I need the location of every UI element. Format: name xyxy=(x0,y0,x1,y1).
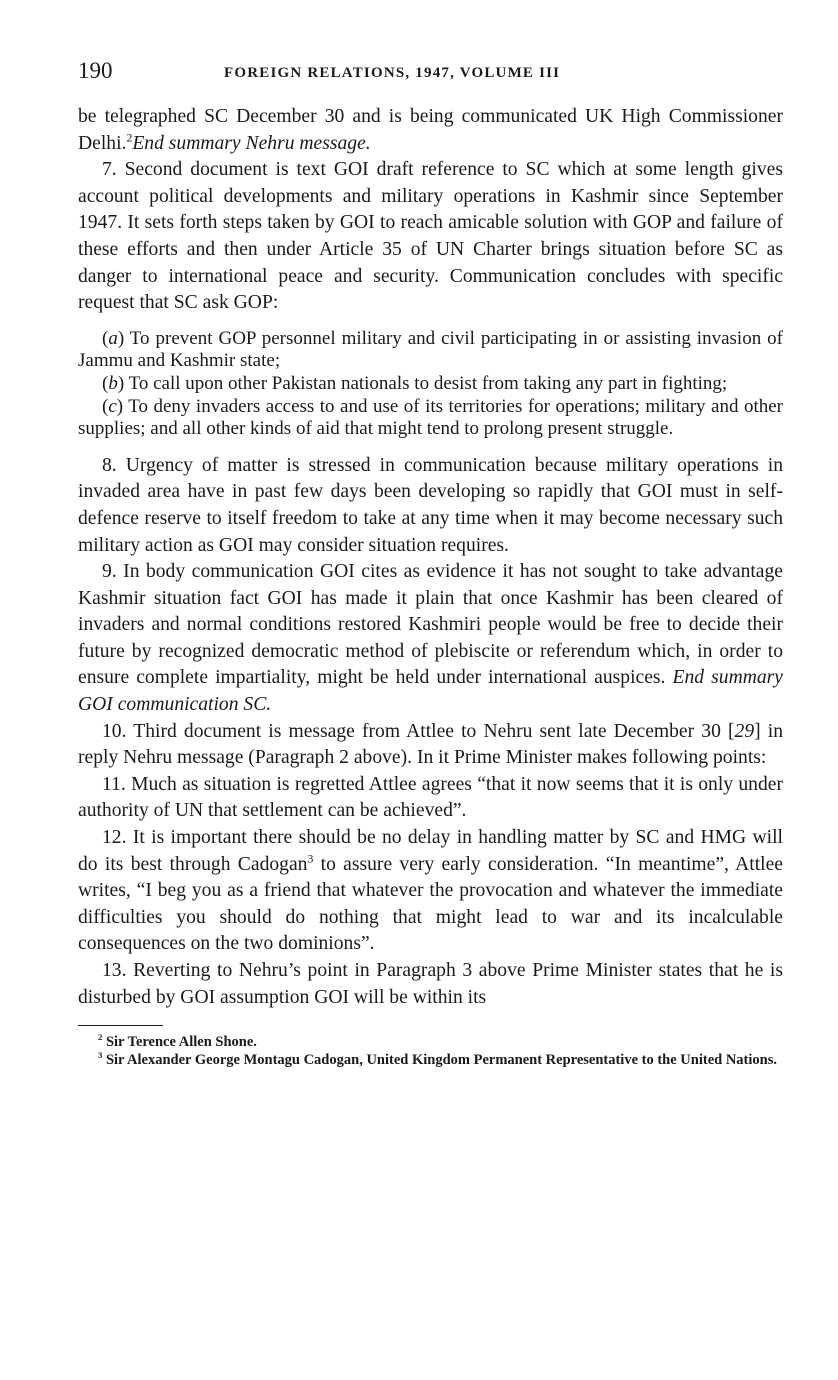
paragraph-7: 7. Second document is text GOI draft reference to SC which at some length gives account political developments and military operations in Kashmir since September 1947. It sets forth steps taken by GOI to reach amicable solution with GOP and failure of these efforts and then under Article 35 of UN Charter brings situation before SC as danger to international peace and security. Communication concludes with specific request that SC ask GOP: xyxy=(78,159,783,314)
item-label: b xyxy=(108,372,118,394)
item-label: c xyxy=(108,395,117,417)
paragraph-text: ] in reply Nehru message (Paragraph 2 above). In it Prime Minister makes following points: xyxy=(78,720,783,769)
document-page xyxy=(78,56,783,1069)
request-item-a: (a) To prevent GOP personnel military and civil participating in or assisting invasion of Jammu and Kashmir state; xyxy=(78,327,783,372)
paragraph-10 xyxy=(78,719,783,772)
paragraph-text: be telegraphed SC December 30 and is being communicated UK High Commissioner Delhi. xyxy=(78,106,783,154)
footnote-mark: 3 xyxy=(98,1049,103,1060)
item-text: To prevent GOP personnel military and civil participating in or assisting invasion of Jammu and Kashmir state; xyxy=(78,327,783,372)
item-text: To call upon other Pakistan nationals to desist from taking any part in fighting; xyxy=(124,372,728,394)
footnote-2 xyxy=(78,1034,783,1052)
footnote-3 xyxy=(78,1049,783,1070)
page-number: 190 xyxy=(78,58,113,83)
footnote-text: Sir Terence Allen Shone. xyxy=(102,1034,257,1051)
paragraph-8: 8. Urgency of matter is stressed in communication because military operations in invaded area have in past few days been developing so rapidly that GOI must in self-defence reserve to itself freedom to take at any time when it may become necessary such military action as GOI may consider situation requires. xyxy=(78,454,783,556)
paragraph-italic: End summary Nehru message. xyxy=(132,132,371,154)
paragraph-12 xyxy=(78,825,783,958)
request-item-c: (c) To deny invaders access to and use of its territories for operations; military and other supplies; and all other kinds of aid that might tend to prolong present struggle. xyxy=(78,395,783,440)
paragraph-text: to assure very early consideration. “In meantime”, Attlee writes, “I beg you as a friend that whatever the provocation and whatever the immediate difficulties you should do nothing that might lead to war and its incalculable consequences on the two dominions”. xyxy=(78,853,784,955)
footnote-divider xyxy=(78,1025,163,1026)
footnote-ref: 3 xyxy=(307,852,314,866)
item-label: a xyxy=(108,327,118,349)
paragraph-text: 9. In body communication GOI cites as evidence it has not sought to take advantage Kashmir situation fact GOI has made it plain that once Kashmir has been cleared of invaders and normal conditions restored Kashmiri people would be free to decide their future by recognized democratic method of plebiscite or referendum which, in order to ensure complete impartiality, might be held under international auspices. xyxy=(78,561,783,689)
date-correction: 29 xyxy=(734,720,755,742)
footnotes xyxy=(78,1034,783,1069)
paragraph-text: 10. Third document is message from Attlee to Nehru sent late December 30 [ xyxy=(102,720,735,742)
paragraph-continuation xyxy=(78,104,783,157)
footnote-ref: 2 xyxy=(126,131,133,145)
paragraph-text: 12. It is important there should be no delay in handling matter by SC and HMG will do its best through Cadogan xyxy=(78,827,783,875)
document-body xyxy=(78,104,783,1011)
paragraph-italic: End summary GOI communication SC. xyxy=(78,667,783,716)
paragraph-9 xyxy=(78,559,783,719)
paragraph-13: 13. Reverting to Nehru’s point in Paragraph 3 above Prime Minister states that he is disturbed by GOI assumption GOI will be within its xyxy=(78,960,783,1008)
page-header xyxy=(78,56,783,90)
item-text: To deny invaders access to and use of its territories for operations; military and other supplies; and all other kinds of aid that might tend to prolong present struggle. xyxy=(78,395,783,440)
paragraph-11: 11. Much as situation is regretted Attlee agrees “that it now seems that it is only under authority of UN that settlement can be achieved”. xyxy=(78,773,783,822)
footnote-mark: 2 xyxy=(98,1032,103,1043)
running-title: FOREIGN RELATIONS, 1947, VOLUME III xyxy=(224,65,561,81)
request-item-b: (b) To call upon other Pakistan nationals to desist from taking any part in fighting; xyxy=(102,372,728,394)
request-list xyxy=(78,328,783,441)
footnote-text: Sir Alexander George Montagu Cadogan, United Kingdom Permanent Representative to the United Nations. xyxy=(102,1051,777,1068)
